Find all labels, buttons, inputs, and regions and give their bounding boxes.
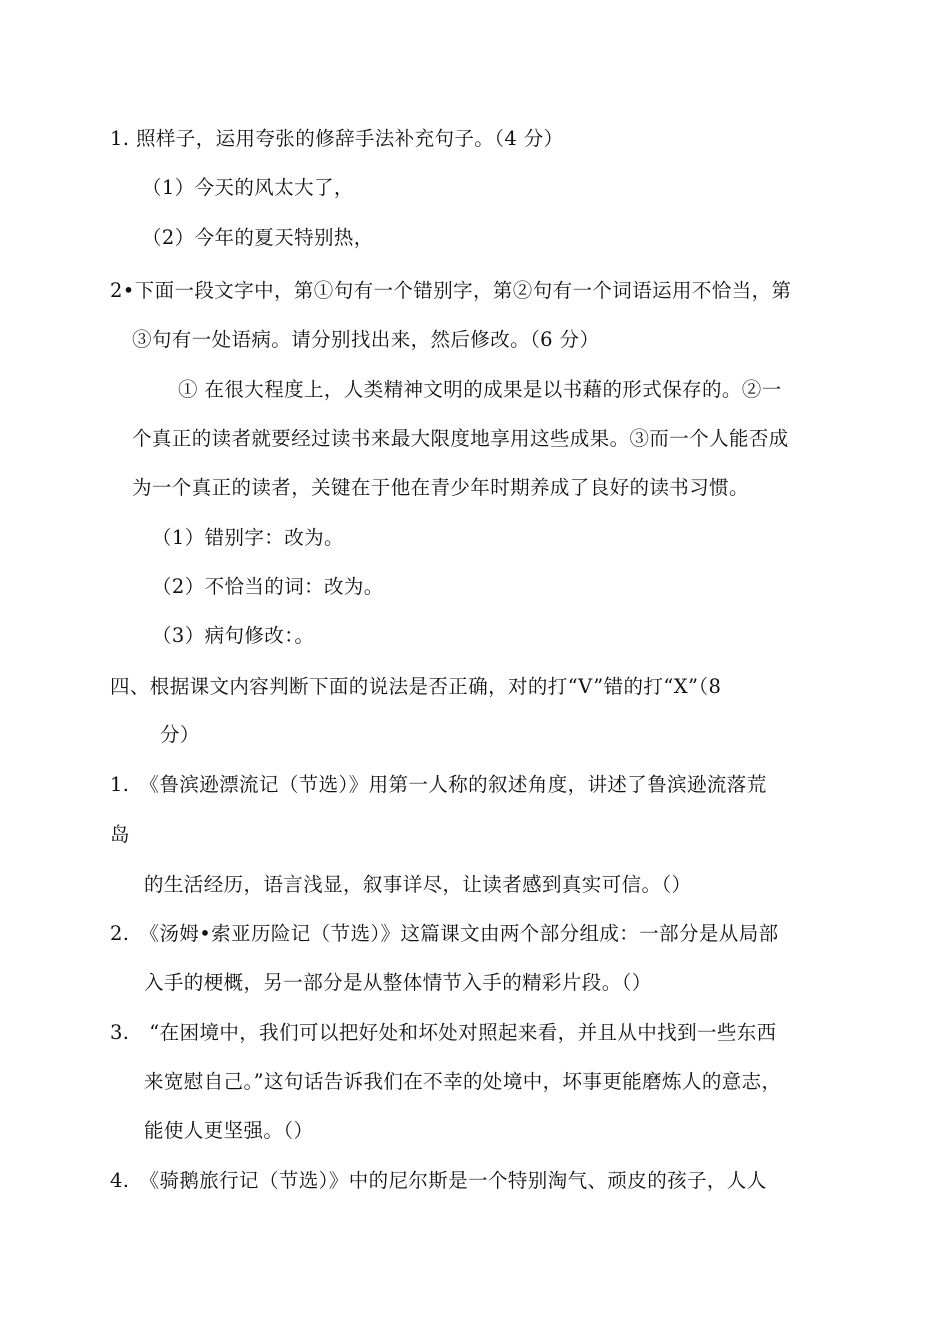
question-2-title-line-1: 2•下面一段文字中，第①句有一个错别字，第②句有一个词语运用不恰当，第 xyxy=(110,279,792,302)
true-false-3-line-1: 3. “在困境中，我们可以把好处和坏处对照起来看，并且从中找到一些东西 xyxy=(110,1021,777,1044)
question-1-item-1: （1）今天的风太大了， xyxy=(142,176,354,199)
question-2-passage-line-1: ① 在很大程度上，人类精神文明的成果是以书藉的形式保存的。②一 xyxy=(178,378,782,401)
question-2-title-line-2: ③句有一处语病。请分别找出来，然后修改。（6 分） xyxy=(132,328,600,351)
question-1-item-2: （2）今年的夏天特别热， xyxy=(142,226,374,249)
true-false-2-line-1: 2. 《汤姆•索亚历险记（节选）》这篇课文由两个部分组成：一部分是从局部 xyxy=(110,922,779,945)
question-2-passage-line-2: 个真正的读者就要经过读书来最大限度地享用这些成果。③而一个人能否成 xyxy=(132,427,789,450)
question-2-answer-3: （3）病句修改：。 xyxy=(152,624,315,647)
question-2-passage-line-3: 为一个真正的读者，关键在于他在青少年时期养成了良好的读书习惯。 xyxy=(132,476,749,499)
question-2-answer-1: （1）错别字：改为。 xyxy=(152,526,344,549)
question-2-answer-2: （2）不恰当的词：改为。 xyxy=(152,575,384,598)
true-false-4-line-1: 4. 《骑鹅旅行记（节选）》中的尼尔斯是一个特别淘气、顽皮的孩子，人人 xyxy=(110,1169,767,1192)
section-4-title-line-1: 四、根据课文内容判断下面的说法是否正确，对的打“V”错的打“X”（8 xyxy=(110,675,722,698)
section-4-title-line-2: 分） xyxy=(160,723,200,746)
true-false-3-line-3: 能使人更坚强。（） xyxy=(144,1119,314,1142)
true-false-3-line-2: 来宽慰自己。”这句话告诉我们在不幸的处境中，坏事更能磨炼人的意志， xyxy=(144,1070,782,1093)
true-false-1-line-2: 岛 xyxy=(110,823,130,846)
true-false-1-line-3: 的生活经历，语言浅显，叙事详尽，让读者感到真实可信。（） xyxy=(144,873,692,896)
true-false-1-line-1: 1. 《鲁滨逊漂流记（节选）》用第一人称的叙述角度，讲述了鲁滨逊流落荒 xyxy=(110,773,767,796)
question-1-title: 1. 照样子，运用夸张的修辞手法补充句子。（4 分） xyxy=(110,127,564,150)
true-false-2-line-2: 入手的梗概，另一部分是从整体情节入手的精彩片段。（） xyxy=(144,971,652,994)
